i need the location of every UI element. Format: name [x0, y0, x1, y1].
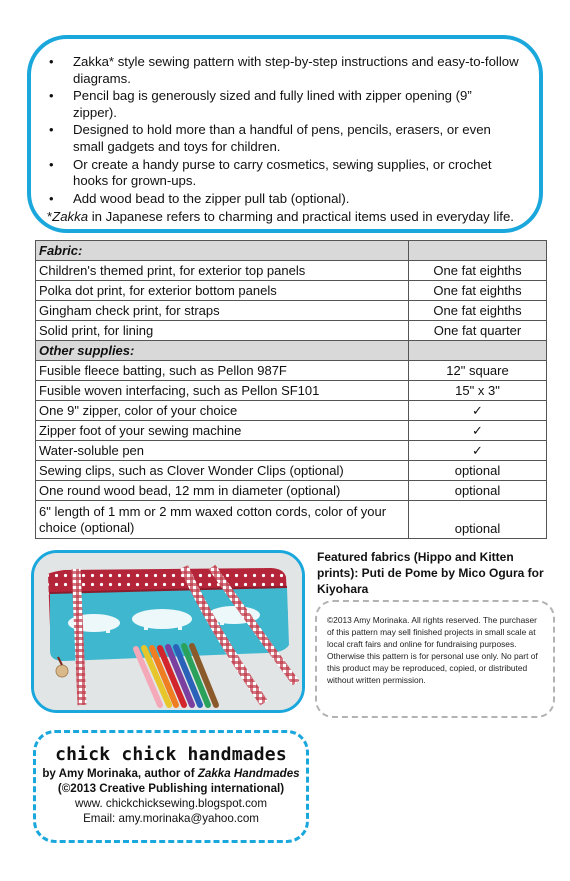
- item-cell: Children's themed print, for exterior top panels: [36, 261, 409, 281]
- list-item: [47, 157, 519, 190]
- checkmark-icon: ✓: [409, 441, 547, 461]
- footnote-text: in Japanese refers to charming and practical items used in everyday life.: [88, 209, 514, 225]
- bullet-text: Add wood bead to the zipper pull tab (optional).: [73, 190, 350, 206]
- bullet-text: Designed to hold more than a handful of pens, pencils, erasers, or even small gadgets and toys for children.: [73, 122, 491, 154]
- qty-cell: 12" square: [409, 361, 547, 381]
- item-cell: Sewing clips, such as Clover Wonder Clips (optional): [36, 461, 409, 481]
- item-cell: One 9" zipper, color of your choice: [36, 401, 409, 421]
- list-item: [47, 54, 519, 87]
- intro-box: [27, 35, 543, 233]
- table-row: [36, 481, 547, 501]
- item-cell: Water-soluble pen: [36, 441, 409, 461]
- list-item: [47, 122, 519, 155]
- bullet-icon: •: [49, 54, 54, 69]
- bullet-text: Pencil bag is generously sized and fully lined with zipper opening (9” zipper).: [73, 88, 472, 120]
- table-row: [36, 401, 547, 421]
- header-blank-cell: [409, 341, 547, 361]
- zakka-footnote: [47, 208, 519, 225]
- bullet-text: Zakka* style sewing pattern with step-by-step instructions and easy-to-follow diagrams.: [73, 54, 519, 86]
- item-cell: Fusible fleece batting, such as Pellon 987F: [36, 361, 409, 381]
- qty-cell: One fat eighths: [409, 281, 547, 301]
- footnote-star: *: [47, 209, 53, 225]
- qty-cell: One fat eighths: [409, 301, 547, 321]
- item-cell: Zipper foot of your sewing machine: [36, 421, 409, 441]
- supplies-table: [35, 240, 547, 539]
- table-row: [36, 361, 547, 381]
- email-link[interactable]: Email: amy.morinaka@yahoo.com: [83, 812, 259, 825]
- author-text: by Amy Morinaka, author of: [42, 767, 198, 780]
- pencil-bag-illustration: [34, 553, 302, 710]
- author-line: [36, 766, 306, 781]
- table-row: [36, 421, 547, 441]
- item-cell: 6" length of 1 mm or 2 mm waxed cotton cords, color of your choice (optional): [36, 501, 409, 539]
- fabric-caption: Featured fabrics (Hippo and Kitten prints): Puti de Pome by Mico Ogura for Kiyohara: [317, 550, 544, 596]
- table-row: [36, 441, 547, 461]
- checkmark-icon: ✓: [409, 421, 547, 441]
- brand-name: chick chick handmades: [55, 744, 287, 765]
- checkmark-icon: ✓: [409, 401, 547, 421]
- item-cell: Solid print, for lining: [36, 321, 409, 341]
- item-cell: Polka dot print, for exterior bottom panels: [36, 281, 409, 301]
- other-supplies-header: Other supplies:: [36, 341, 409, 361]
- book-title: Zakka Handmades: [197, 767, 300, 780]
- qty-cell: optional: [409, 501, 547, 539]
- item-cell: One round wood bead, 12 mm in diameter (optional): [36, 481, 409, 501]
- bullet-icon: •: [49, 190, 54, 206]
- table-row: [36, 321, 547, 341]
- bullet-text: Or create a handy purse to carry cosmetics, sewing supplies, or crochet hooks for grown-ups.: [73, 156, 492, 189]
- website-link[interactable]: www. chickchicksewing.blogspot.com: [74, 797, 267, 810]
- qty-cell: One fat quarter: [409, 321, 547, 341]
- publisher-line: (©2013 Creative Publishing international): [57, 782, 285, 795]
- table-row: [36, 461, 547, 481]
- bullet-icon: •: [49, 88, 54, 104]
- qty-cell: optional: [409, 461, 547, 481]
- item-cell: Gingham check print, for straps: [36, 301, 409, 321]
- fabric-header: Fabric:: [36, 241, 409, 261]
- footnote-term: Zakka: [52, 209, 89, 225]
- qty-cell: 15" x 3": [409, 381, 547, 401]
- table-row: [36, 281, 547, 301]
- feature-list: [47, 54, 519, 207]
- fabric-header-row: [36, 241, 547, 261]
- other-supplies-header-row: [36, 341, 547, 361]
- copyright-notice: ©2013 Amy Morinaka. All rights reserved. The purchaser of this pattern may sell finished projects in small scale at local craft fairs and online for fundraising purposes. Otherwise this pattern is for personal use only. No part of this product may be reproduced, copied, or distributed without written permission.: [315, 600, 555, 718]
- table-row: [36, 301, 547, 321]
- qty-cell: One fat eighths: [409, 261, 547, 281]
- qty-cell: optional: [409, 481, 547, 501]
- list-item: [47, 88, 519, 121]
- header-blank-cell: [409, 241, 547, 261]
- contact-box: [33, 730, 309, 843]
- list-item: [47, 191, 519, 208]
- bullet-icon: •: [49, 122, 54, 138]
- table-row: [36, 501, 547, 539]
- item-cell: Fusible woven interfacing, such as Pellon SF101: [36, 381, 409, 401]
- pencil-bag-photo: [31, 550, 305, 713]
- table-row: [36, 261, 547, 281]
- table-row: [36, 381, 547, 401]
- bullet-icon: •: [49, 156, 54, 172]
